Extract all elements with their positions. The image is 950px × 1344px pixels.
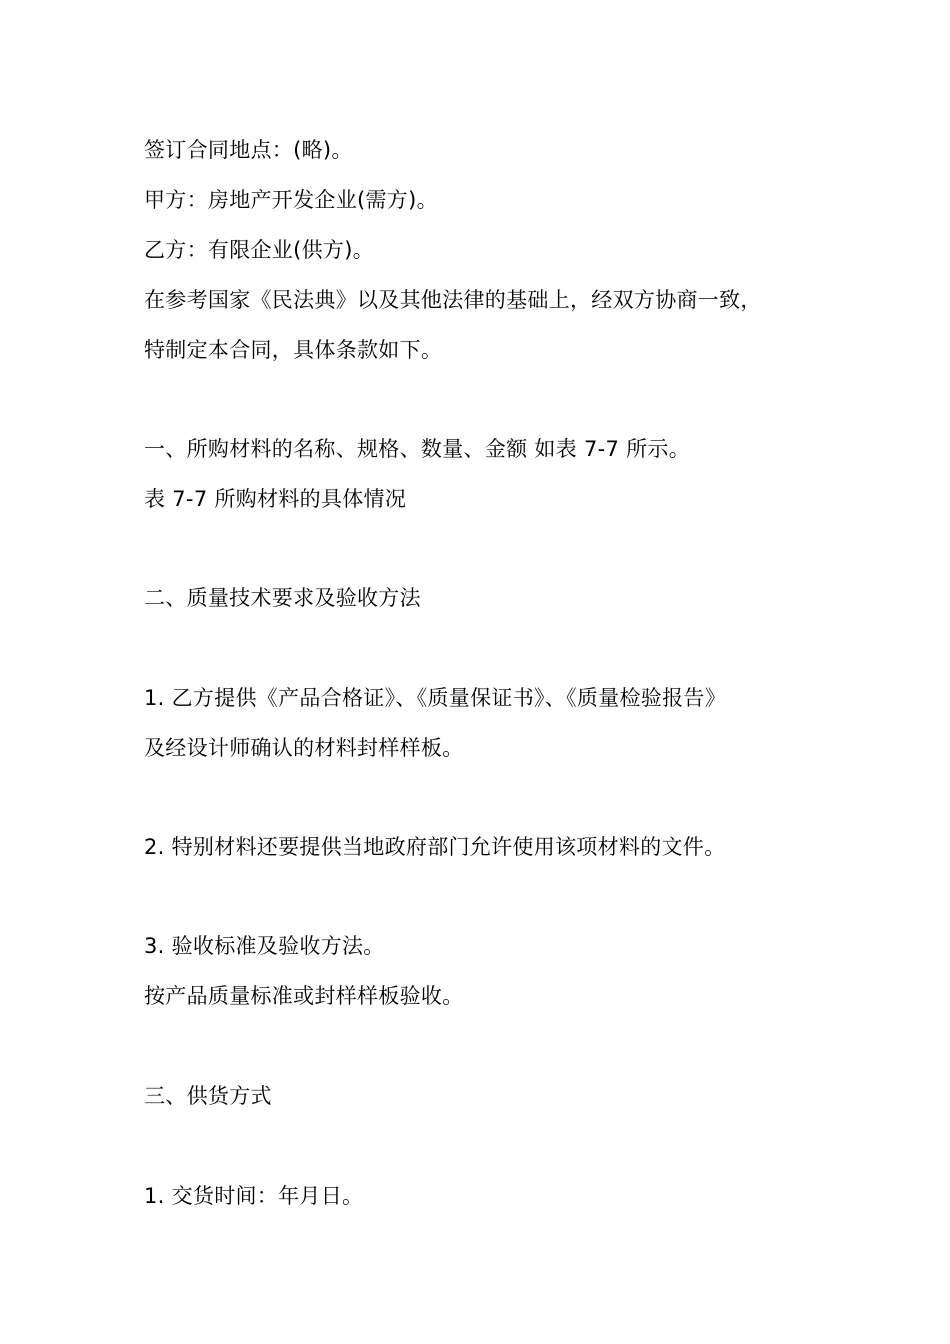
item-2-2: 2. 特别材料还要提供当地政府部门允许使用该项材料的文件。 bbox=[144, 835, 726, 859]
item-2-1-line-1: 1. 乙方提供《产品合格证》、《质量保证书》、《质量检验报告》 bbox=[144, 686, 727, 710]
section-2-heading: 二、质量技术要求及验收方法 bbox=[144, 586, 421, 610]
item-2-1-line-2: 及经设计师确认的材料封样样板。 bbox=[144, 736, 464, 760]
contract-location: 签订合同地点：(略)。 bbox=[144, 138, 353, 162]
table-caption: 表 7-7 所购材料的具体情况 bbox=[144, 487, 407, 511]
preamble-line-2: 特制定本合同，具体条款如下。 bbox=[144, 338, 443, 362]
party-a: 甲方：房地产开发企业(需方)。 bbox=[144, 188, 438, 212]
section-3-heading: 三、供货方式 bbox=[144, 1084, 272, 1108]
party-b: 乙方：有限企业(供方)。 bbox=[144, 238, 374, 262]
item-2-3-detail: 按产品质量标准或封样样板验收。 bbox=[144, 984, 464, 1008]
preamble-line-1: 在参考国家《民法典》以及其他法律的基础上，经双方协商一致， bbox=[144, 288, 762, 312]
section-1-heading: 一、所购材料的名称、规格、数量、金额 如表 7-7 所示。 bbox=[144, 437, 691, 461]
item-3-1: 1. 交货时间：年月日。 bbox=[144, 1184, 364, 1208]
item-2-3: 3. 验收标准及验收方法。 bbox=[144, 934, 385, 958]
